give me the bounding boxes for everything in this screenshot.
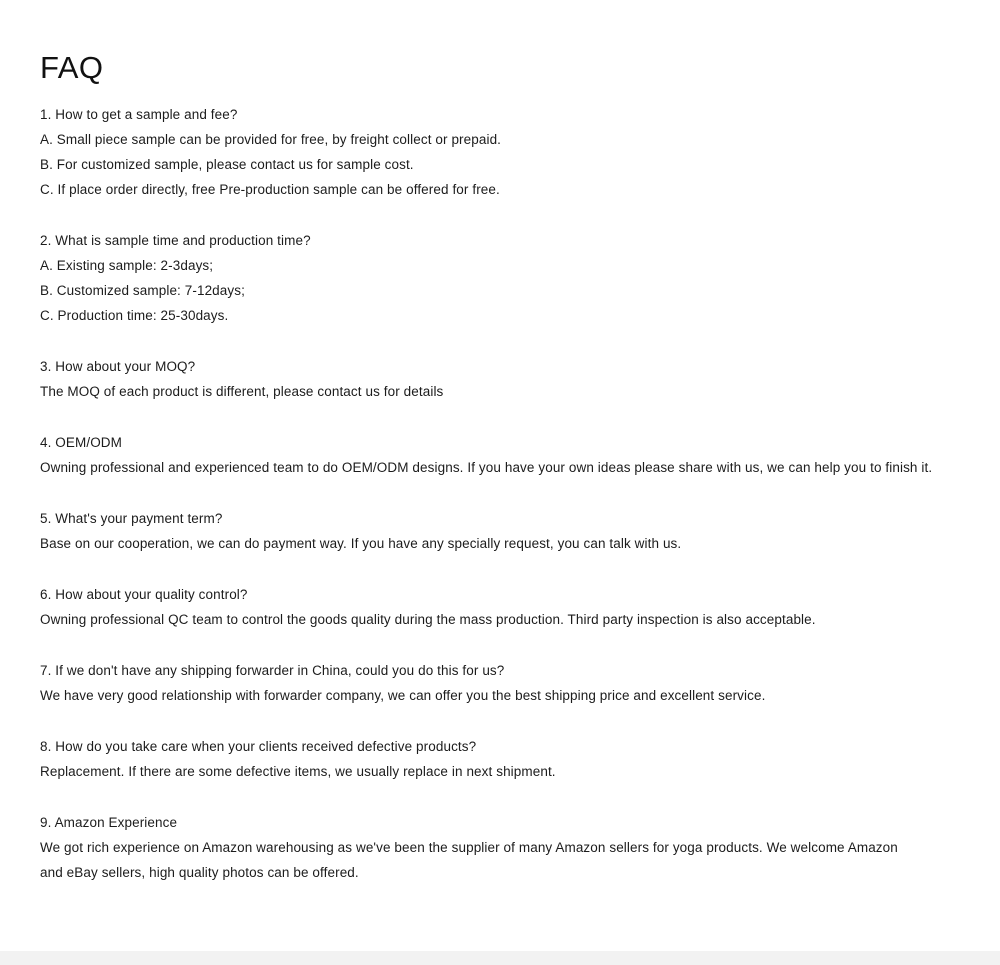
faq-answer-line: Owning professional QC team to control the goods quality during the mass production. Third party inspection is also acceptable.	[40, 612, 816, 627]
faq-answer-line: A. Small piece sample can be provided for free, by freight collect or prepaid.	[40, 132, 502, 147]
faq-item	[40, 810, 962, 885]
faq-answer-line: B. Customized sample: 7-12days;	[40, 283, 245, 298]
faq-answer-line: B. For customized sample, please contact us for sample cost.	[40, 157, 414, 172]
faq-question: 6. How about your quality control?	[40, 587, 248, 602]
faq-answer-line: and eBay sellers, high quality photos can be offered.	[40, 865, 359, 880]
faq-item	[40, 582, 962, 632]
faq-answer-line: The MOQ of each product is different, please contact us for details	[40, 384, 444, 399]
faq-question: 9. Amazon Experience	[40, 815, 178, 830]
faq-question: 8. How do you take care when your clients received defective products?	[40, 739, 477, 754]
faq-item	[40, 102, 962, 202]
faq-answer-line: Base on our cooperation, we can do payment way. If you have any specially request, you can talk with us.	[40, 536, 682, 551]
faq-list	[40, 102, 962, 885]
section-divider	[0, 951, 1000, 965]
faq-answer-line: We got rich experience on Amazon warehousing as we've been the supplier of many Amazon sellers for yoga products. We welcome Amazon	[40, 840, 898, 855]
faq-answer-line: C. If place order directly, free Pre-production sample can be offered for free.	[40, 182, 500, 197]
faq-question: 3. How about your MOQ?	[40, 359, 196, 374]
faq-question: 5. What's your payment term?	[40, 511, 223, 526]
faq-item	[40, 354, 962, 404]
faq-answer-line: C. Production time: 25-30days.	[40, 308, 229, 323]
faq-question: 2. What is sample time and production time?	[40, 233, 311, 248]
faq-question: 7. If we don't have any shipping forwarder in China, could you do this for us?	[40, 663, 505, 678]
faq-answer-line: Owning professional and experienced team to do OEM/ODM designs. If you have your own ideas please share with us, we can help you to finish it.	[40, 460, 933, 475]
faq-item	[40, 506, 962, 556]
faq-item	[40, 658, 962, 708]
faq-answer-line: We have very good relationship with forwarder company, we can offer you the best shipping price and excellent service.	[40, 688, 766, 703]
faq-item	[40, 228, 962, 328]
faq-question: 1. How to get a sample and fee?	[40, 107, 238, 122]
page-title: FAQ	[40, 50, 104, 85]
faq-item	[40, 430, 962, 480]
faq-answer-line: Replacement. If there are some defective items, we usually replace in next shipment.	[40, 764, 556, 779]
faq-answer-line: A. Existing sample: 2-3days;	[40, 258, 214, 273]
faq-item	[40, 734, 962, 784]
faq-question: 4. OEM/ODM	[40, 435, 123, 450]
